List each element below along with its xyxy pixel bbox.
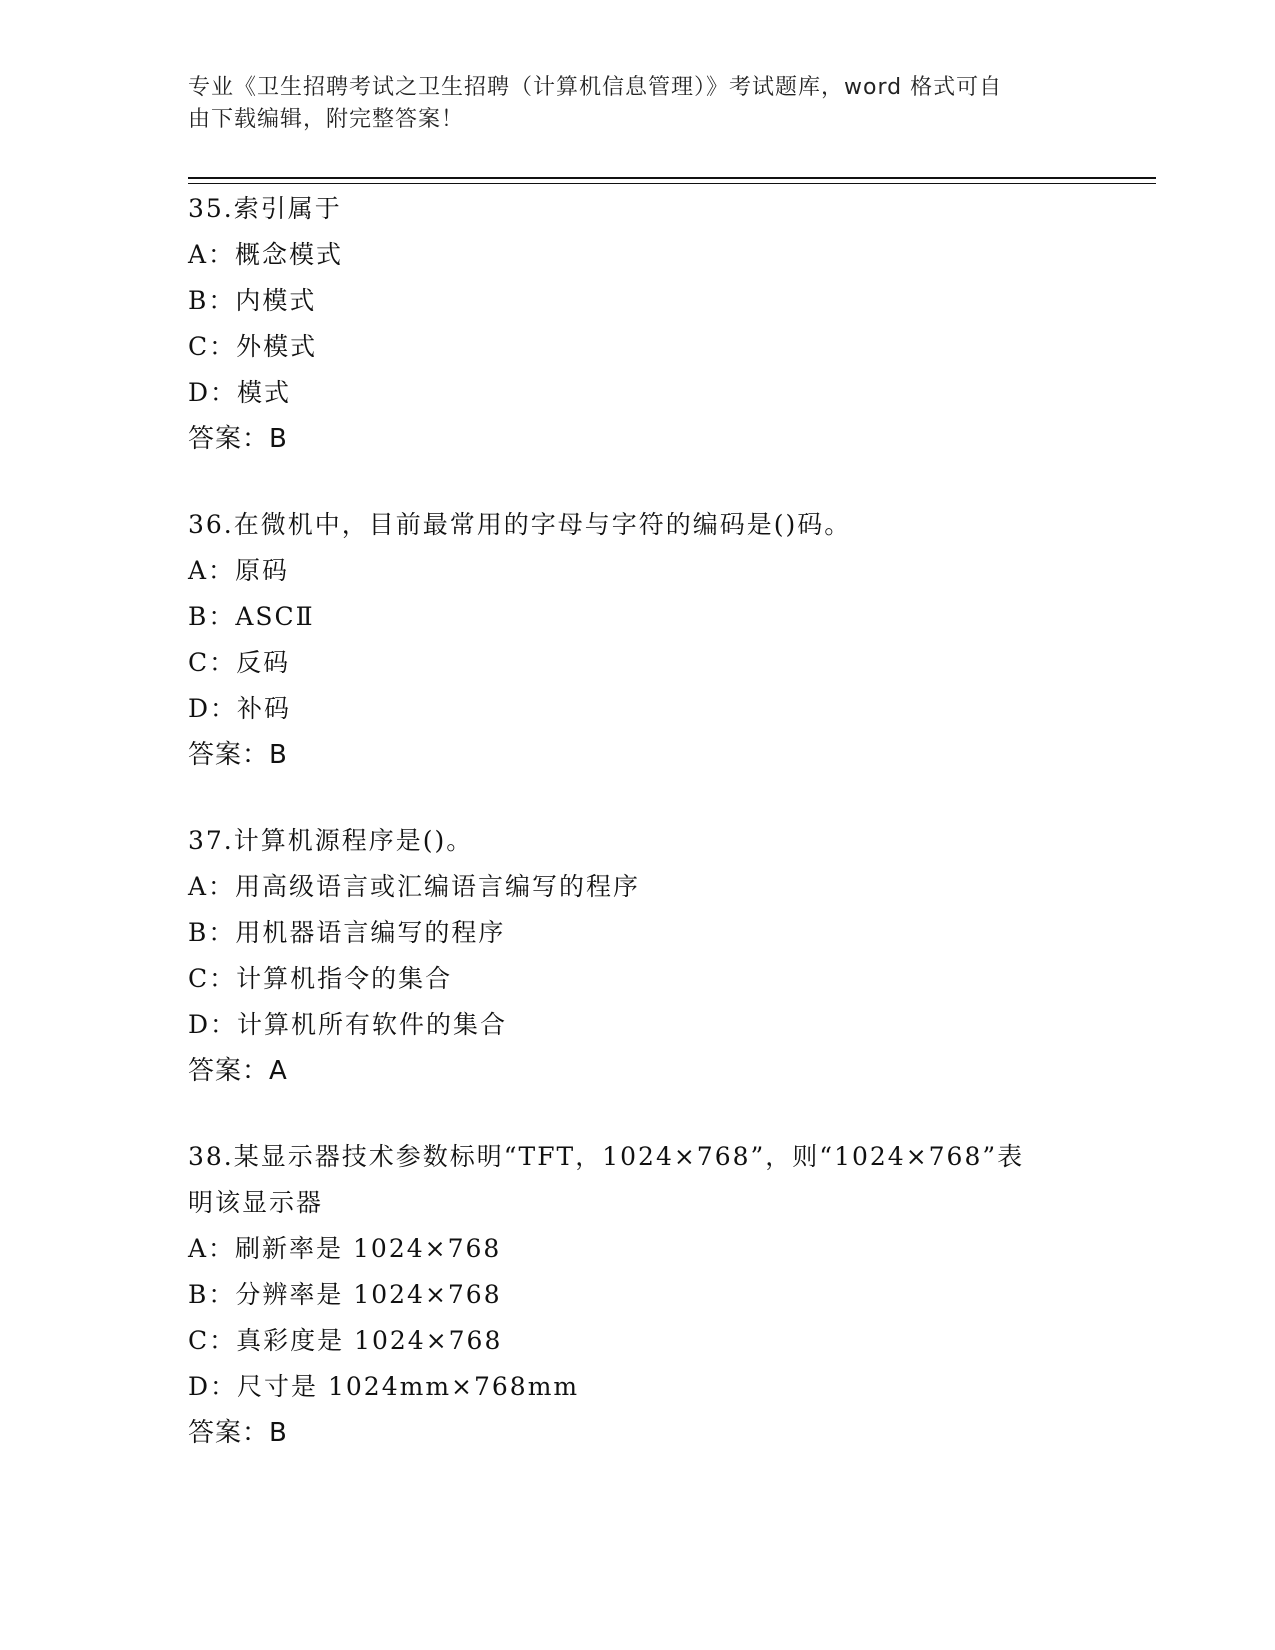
option-d: D：模式 bbox=[188, 378, 292, 407]
answer: 答案：B bbox=[188, 1418, 288, 1448]
question-36 bbox=[188, 502, 1088, 778]
option-d: D：补码 bbox=[188, 694, 292, 723]
question-stem: 35.索引属于 bbox=[188, 194, 342, 223]
question-stem: 37.计算机源程序是()。 bbox=[188, 826, 474, 855]
header-line-1: 专业《卫生招聘考试之卫生招聘（计算机信息管理）》考试题库，word 格式可自 bbox=[188, 75, 1003, 100]
question-37 bbox=[188, 818, 1088, 1094]
option-b: B：ASCⅡ bbox=[188, 602, 315, 631]
option-a: A：刷新率是 1024×768 bbox=[188, 1234, 502, 1263]
question-stem-continued: 明该显示器 bbox=[188, 1188, 324, 1217]
header-divider-thick bbox=[188, 177, 1156, 179]
question-38 bbox=[188, 1134, 1088, 1456]
option-a: A：概念模式 bbox=[188, 240, 344, 269]
option-a: A：用高级语言或汇编语言编写的程序 bbox=[188, 872, 641, 901]
option-b: B：分辨率是 1024×768 bbox=[188, 1280, 502, 1309]
header-divider-thin bbox=[188, 183, 1156, 184]
option-c: C：计算机指令的集合 bbox=[188, 964, 453, 993]
answer: 答案：B bbox=[188, 424, 288, 454]
option-c: C：反码 bbox=[188, 648, 291, 677]
option-a: A：原码 bbox=[188, 556, 290, 585]
answer: 答案：B bbox=[188, 740, 288, 770]
question-stem: 36.在微机中，目前最常用的字母与字符的编码是()码。 bbox=[188, 510, 852, 539]
option-d: D：计算机所有软件的集合 bbox=[188, 1010, 508, 1039]
question-35 bbox=[188, 186, 1088, 462]
option-c: C：外模式 bbox=[188, 332, 318, 361]
option-d: D：尺寸是 1024mm×768mm bbox=[188, 1372, 580, 1401]
document-header bbox=[188, 72, 1078, 136]
header-line-2: 由下载编辑，附完整答案！ bbox=[188, 107, 465, 132]
option-c: C：真彩度是 1024×768 bbox=[188, 1326, 503, 1355]
option-b: B：内模式 bbox=[188, 286, 317, 315]
answer: 答案：A bbox=[188, 1056, 288, 1086]
question-stem: 38.某显示器技术参数标明“TFT，1024×768”，则“1024×768”表 bbox=[188, 1142, 1025, 1171]
option-b: B：用机器语言编写的程序 bbox=[188, 918, 506, 947]
